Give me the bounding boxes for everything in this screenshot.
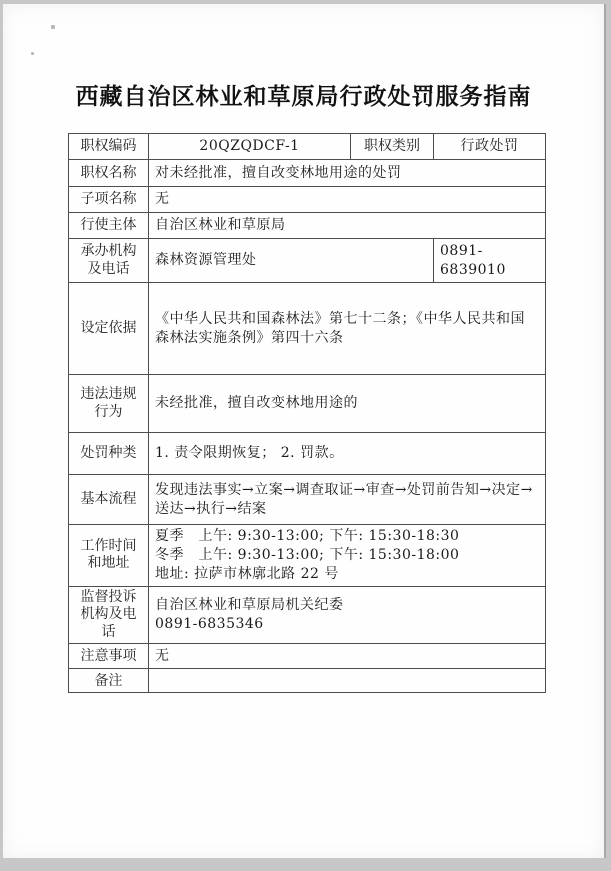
table-row-subject <box>69 213 546 239</box>
code-value: 20QZQDCF-1 <box>149 134 351 160</box>
name-label: 职权名称 <box>69 160 149 187</box>
penalty-value: 1. 责令限期恢复； 2. 罚款。 <box>149 433 546 475</box>
table-row-worktime <box>69 525 546 587</box>
table-row-basis <box>69 283 546 375</box>
table-row-code <box>69 134 546 160</box>
scan-speck <box>31 52 34 55</box>
subject-label: 行使主体 <box>69 213 149 239</box>
supervision-phone: 0891-6835346 <box>155 615 264 632</box>
agency-label-line2: 及电话 <box>87 260 130 277</box>
table-row-remark <box>69 669 546 693</box>
process-label: 基本流程 <box>69 475 149 525</box>
worktime-label <box>69 525 149 587</box>
scan-speck <box>51 25 55 29</box>
worktime-value <box>149 525 546 587</box>
penalty-label: 处罚种类 <box>69 433 149 475</box>
process-value: 发现违法事实→立案→调查取证→审查→处罚前告知→决定→送达→执行→结案 <box>149 475 546 525</box>
violation-label-line2: 行为 <box>94 403 123 420</box>
subitem-value: 无 <box>149 187 546 213</box>
violation-label-line1: 违法违规 <box>80 386 137 402</box>
worktime-summer: 夏季 上午: 9:30-13:00; 下午: 15:30-18:30 <box>155 528 460 544</box>
supervision-label-line1: 监督投诉 <box>80 588 137 605</box>
basis-value: 《中华人民共和国森林法》第七十二条；《中华人民共和国森林法实施条例》第四十六条 <box>149 283 546 375</box>
table-row-violation <box>69 375 546 433</box>
remark-value <box>149 669 546 693</box>
agency-label-line1: 承办机构 <box>80 243 137 259</box>
page-title: 西藏自治区林业和草原局行政处罚服务指南 <box>75 83 532 110</box>
worktime-address: 地址: 拉萨市林廓北路 22 号 <box>155 565 339 582</box>
violation-label <box>69 375 149 433</box>
supervision-label <box>69 586 149 644</box>
table-row-agency <box>69 239 546 283</box>
table-row-process <box>69 475 546 525</box>
table-row-notes <box>69 644 546 669</box>
subitem-label: 子项名称 <box>69 187 149 213</box>
table-row-name <box>69 160 546 187</box>
violation-value: 未经批准，擅自改变林地用途的 <box>149 375 546 433</box>
basis-label: 设定依据 <box>69 283 149 375</box>
remark-label: 备注 <box>69 669 149 693</box>
table-row-penalty <box>69 433 546 475</box>
supervision-org: 自治区林业和草原局机关纪委 <box>155 597 344 614</box>
table-row-subitem <box>69 187 546 213</box>
category-label: 职权类别 <box>351 134 434 160</box>
document-page <box>3 4 606 858</box>
notes-value: 无 <box>149 644 546 669</box>
category-value: 行政处罚 <box>434 134 546 160</box>
code-label: 职权编码 <box>69 134 149 160</box>
table-row-supervision <box>69 586 546 644</box>
service-guide-table <box>68 133 546 693</box>
name-value: 对未经批准，擅自改变林地用途的处罚 <box>149 160 546 187</box>
supervision-label-line2: 机构及电话 <box>80 606 137 640</box>
worktime-label-line1: 工作时间 <box>80 537 137 554</box>
subject-value: 自治区林业和草原局 <box>149 213 546 239</box>
notes-label: 注意事项 <box>69 644 149 669</box>
agency-value: 森林资源管理处 <box>149 239 434 283</box>
worktime-label-line2: 和地址 <box>87 555 130 572</box>
worktime-winter: 冬季 上午: 9:30-13:00; 下午: 15:30-18:00 <box>155 546 460 563</box>
agency-phone: 0891-6839010 <box>434 239 546 283</box>
agency-label <box>69 239 149 283</box>
supervision-value <box>149 586 546 644</box>
